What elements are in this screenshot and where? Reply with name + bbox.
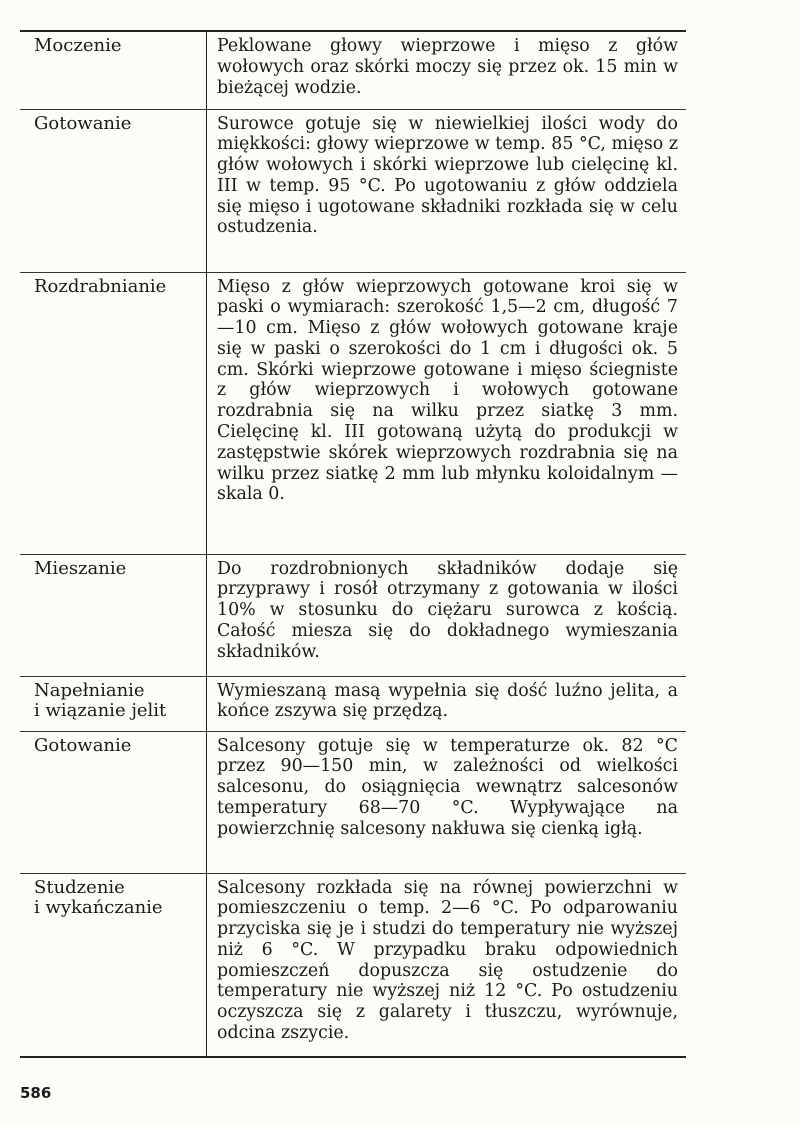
step-label: Gotowanie	[20, 109, 207, 272]
step-description: Peklowane głowy wieprzowe i mięso z głów wołowych oraz skórki moczy się przez ok. 15 min w bieżącej wodzie.	[207, 31, 687, 109]
table-row	[20, 676, 686, 731]
process-table	[20, 30, 686, 1058]
step-description: Surowce gotuje się w niewielkiej ilości wody do miękkości: głowy wieprzowe w temp. 85 °C, mięso z głów wołowych i skórki wieprzowe lub cielęcinę kl. III w temp. 95 °C. Po ugotowaniu z głów oddziela się mięso i ugotowane składniki rozkłada się w celu ostudzenia.	[207, 109, 687, 272]
table-row	[20, 272, 686, 554]
table-row	[20, 31, 686, 109]
step-label: Moczenie	[20, 31, 207, 109]
step-description: Salcesony gotuje się w temperaturze ok. 82 °C przez 90—150 min, w zależności od wielkości salcesonu, do osiągnięcia wewnątrz salcesonów temperatury 68—70 °C. Wypływające na powierzchnię salcesony nakłuwa się cienką igłą.	[207, 731, 687, 873]
step-description: Mięso z głów wieprzowych gotowane kroi się w paski o wymiarach: szerokość 1,5—2 cm, długość 7—10 cm. Mięso z głów wołowych gotowane kraje się w paski o szerokości do 1 cm i długości ok. 5 cm. Skórki wieprzowe gotowane i mięso ściegniste z głów wieprzowych i wołowych gotowane rozdrabnia się na wilku przez siatkę 3 mm. Cielęcinę kl. III gotowaną użytą do produkcji w zastępstwie skórek wieprzowych rozdrabnia się na wilku przez siatkę 2 mm lub młynku koloidalnym — skala 0.	[207, 272, 687, 554]
table-row	[20, 109, 686, 272]
step-label: Studzenie i wykańczanie	[20, 873, 207, 1057]
table-row	[20, 873, 686, 1057]
step-label: Gotowanie	[20, 731, 207, 873]
step-description: Wymieszaną masą wypełnia się dość luźno jelita, a końce zszywa się przędzą.	[207, 676, 687, 731]
step-label: Napełnianie i wiązanie jelit	[20, 676, 207, 731]
page-number: 586	[20, 1084, 52, 1102]
table-row	[20, 731, 686, 873]
table-row	[20, 554, 686, 676]
step-description: Do rozdrobnionych składników dodaje się przyprawy i rosół otrzymany z gotowania w ilości 10% w stosunku do ciężaru surowca z kością. Całość miesza się do dokładnego wymieszania składników.	[207, 554, 687, 676]
step-label: Rozdrabnianie	[20, 272, 207, 554]
step-label: Mieszanie	[20, 554, 207, 676]
step-description: Salcesony rozkłada się na równej powierzchni w pomieszczeniu o temp. 2—6 °C. Po odparowaniu przyciska się je i studzi do temperatury nie wyższej niż 6 °C. W przypadku braku odpowiednich pomieszczeń dopuszcza się ostudzenie do temperatury nie wyższej niż 12 °C. Po ostudzeniu oczyszcza się z galarety i tłuszczu, wyrównuje, odcina zszycie.	[207, 873, 687, 1057]
